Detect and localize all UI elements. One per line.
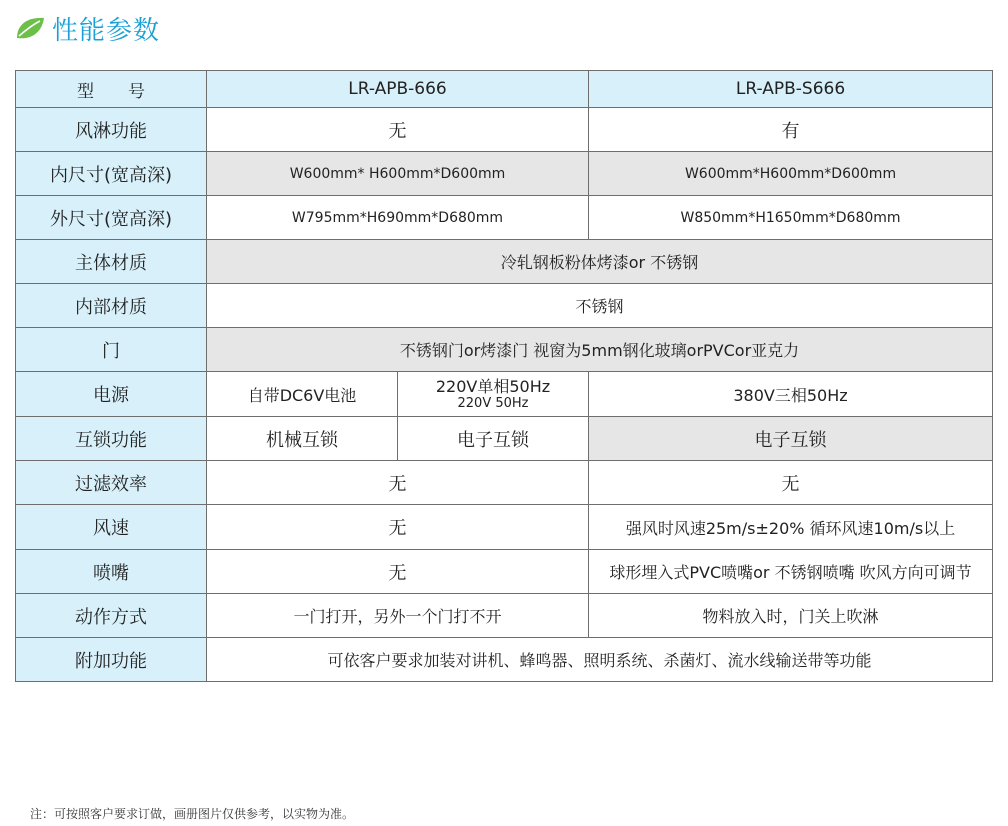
table-row [16, 550, 993, 594]
row-label-interlock: 互锁功能 [16, 417, 207, 461]
air-shower-value-2: 有 [589, 108, 993, 152]
action-value-1: 一门打开，另外一个门打不开 [207, 594, 589, 638]
section-header [14, 8, 160, 48]
row-label-outer-size: 外尺寸(宽高深) [16, 196, 207, 240]
model-col1: LR-APB-666 [207, 71, 589, 108]
power-value-3: 380V三相50Hz [589, 372, 993, 417]
row-label-door: 门 [16, 328, 207, 372]
power-value-2-main: 220V单相50Hz [435, 377, 551, 396]
table-row [16, 461, 993, 505]
body-material-value: 冷轧钢板粉体烤漆or 不锈钢 [207, 240, 993, 284]
nozzle-value-1: 无 [207, 550, 589, 594]
table-row [16, 594, 993, 638]
row-label-nozzle: 喷嘴 [16, 550, 207, 594]
action-value-2: 物料放入时，门关上吹淋 [589, 594, 993, 638]
row-label-extra: 附加功能 [16, 638, 207, 682]
spec-table [15, 70, 993, 682]
table-row [16, 417, 993, 461]
table-row [16, 152, 993, 196]
power-value-2 [398, 372, 589, 417]
footnote: 注：可按照客户要求订做，画册图片仅供参考，以实物为准。 [30, 807, 355, 821]
interlock-value-2: 电子互锁 [398, 417, 589, 461]
inner-size-value-2: W600mm*H600mm*D600mm [589, 152, 993, 196]
wind-speed-value-1: 无 [207, 505, 589, 550]
wind-speed-value-2: 强风时风速25m/s±20% 循环风速10m/s以上 [589, 505, 993, 550]
row-label-action: 动作方式 [16, 594, 207, 638]
air-shower-value-1: 无 [207, 108, 589, 152]
table-row [16, 240, 993, 284]
table-row [16, 108, 993, 152]
row-label-air-shower: 风淋功能 [16, 108, 207, 152]
table-row [16, 638, 993, 682]
outer-size-value-2: W850mm*H1650mm*D680mm [589, 196, 993, 240]
table-row [16, 71, 993, 108]
filter-value-1: 无 [207, 461, 589, 505]
row-label-inner-material: 内部材质 [16, 284, 207, 328]
model-col2: LR-APB-S666 [589, 71, 993, 108]
interlock-value-1: 机械互锁 [207, 417, 398, 461]
model-label: 型 号 [16, 71, 207, 108]
outer-size-value-1: W795mm*H690mm*D680mm [207, 196, 589, 240]
row-label-power: 电源 [16, 372, 207, 417]
table-row [16, 196, 993, 240]
row-label-wind-speed: 风速 [16, 505, 207, 550]
door-value: 不锈钢门or烤漆门 视窗为5mm钢化玻璃orPVCor亚克力 [207, 328, 993, 372]
nozzle-value-2: 球形埋入式PVC喷嘴or 不锈钢喷嘴 吹风方向可调节 [589, 550, 993, 594]
inner-size-value-1: W600mm* H600mm*D600mm [207, 152, 589, 196]
table-row [16, 284, 993, 328]
power-value-1: 自带DC6V电池 [207, 372, 398, 417]
power-value-2-sub: 220V 50Hz [457, 396, 529, 411]
table-row [16, 372, 993, 417]
table-row [16, 505, 993, 550]
row-label-filter: 过滤效率 [16, 461, 207, 505]
interlock-value-3: 电子互锁 [589, 417, 993, 461]
row-label-body-material: 主体材质 [16, 240, 207, 284]
inner-material-value: 不锈钢 [207, 284, 993, 328]
filter-value-2: 无 [589, 461, 993, 505]
table-row [16, 328, 993, 372]
section-title: 性能参数 [52, 15, 161, 46]
extra-value: 可依客户要求加装对讲机、蜂鸣器、照明系统、杀菌灯、流水线输送带等功能 [207, 638, 993, 682]
row-label-inner-size: 内尺寸(宽高深) [16, 152, 207, 196]
leaf-icon [14, 14, 46, 42]
